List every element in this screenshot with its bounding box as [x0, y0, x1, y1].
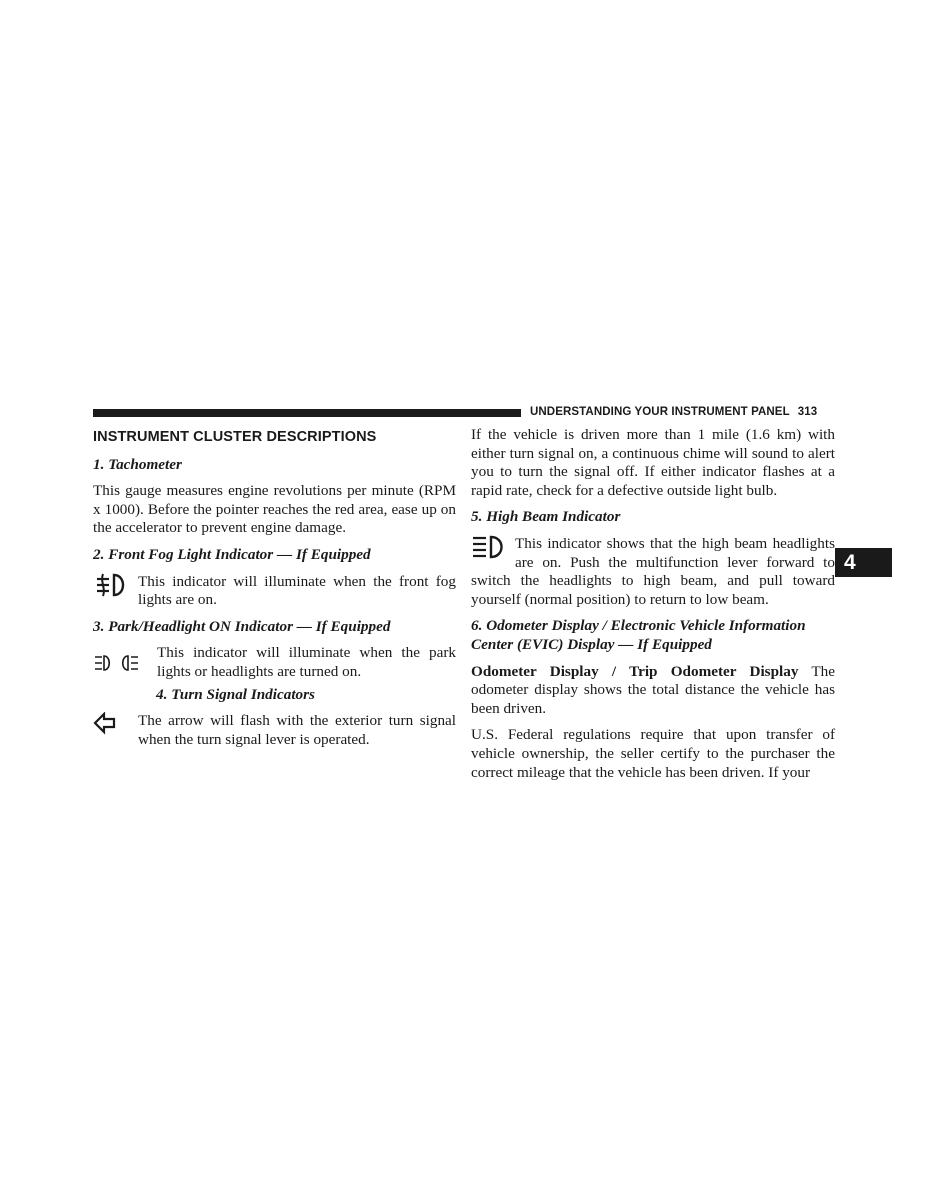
header-rule	[93, 409, 521, 417]
item-text-turn-signal: The arrow will flash with the exterior turn signal when the turn signal lever is operated.	[138, 712, 456, 748]
item-text-high-beam: This indicator shows that the high beam headlights are on. Push the multifunction lever forward to switch the headlights to high beam, and pull toward yourself (normal position) to return to low beam.	[471, 534, 835, 608]
item-text-fog-light: This indicator will illuminate when the front fog lights are on.	[138, 572, 456, 609]
park-headlight-icon	[93, 644, 157, 674]
section-title: INSTRUMENT CLUSTER DESCRIPTIONS	[93, 429, 377, 445]
odometer-paragraph	[471, 663, 835, 719]
high-beam-paragraph	[471, 535, 835, 609]
item-title-tachometer: 1. Tachometer	[93, 455, 182, 473]
odometer-lead: Odometer Display / Trip Odometer Display	[471, 662, 799, 680]
item-title-park-headlight: 3. Park/Headlight ON Indicator — If Equipped	[93, 617, 391, 635]
item-title-turn-signal: 4. Turn Signal Indicators	[156, 685, 315, 703]
right-column	[471, 426, 835, 790]
left-column	[93, 426, 456, 757]
front-fog-light-icon	[93, 573, 138, 597]
odometer-text: The odometer display shows the total distance the vehicle has been driven.	[471, 662, 836, 717]
page-number: 313	[797, 406, 818, 418]
turn-signal-row	[93, 712, 456, 749]
item-title-fog-light: 2. Front Fog Light Indicator — If Equipped	[93, 545, 371, 563]
turn-signal-arrow-icon	[93, 712, 138, 738]
item-text-park-headlight: This indicator will illuminate when the park lights or headlights are turned on.	[157, 644, 456, 680]
regulation-paragraph: U.S. Federal regulations require that upon transfer of vehicle ownership, the seller certify to the purchaser the correct mileage that the vehicle has been driven. If your	[471, 726, 835, 781]
chapter-tab: 4	[835, 548, 892, 577]
park-headlight-row	[93, 644, 456, 681]
running-header	[530, 406, 835, 418]
item-title-odometer-evic: 6. Odometer Display / Electronic Vehicle Information Center (EVIC) Display — If Equipped	[471, 617, 806, 653]
turn-signal-chime-text: If the vehicle is driven more than 1 mile (1.6 km) with either turn signal on, a continuous chime will sound to alert you to turn the signal off. If either indicator flashes at a rapid rate, check for a defective outside light bulb.	[471, 426, 835, 499]
item-title-high-beam: 5. High Beam Indicator	[471, 508, 621, 526]
high-beam-icon	[471, 535, 507, 559]
running-title: UNDERSTANDING YOUR INSTRUMENT PANEL	[530, 406, 790, 418]
item-text-tachometer: This gauge measures engine revolutions per minute (RPM x 1000). Before the pointer reaches the red area, ease up on the accelerator to prevent engine damage.	[93, 482, 456, 537]
fog-light-row	[93, 573, 456, 610]
